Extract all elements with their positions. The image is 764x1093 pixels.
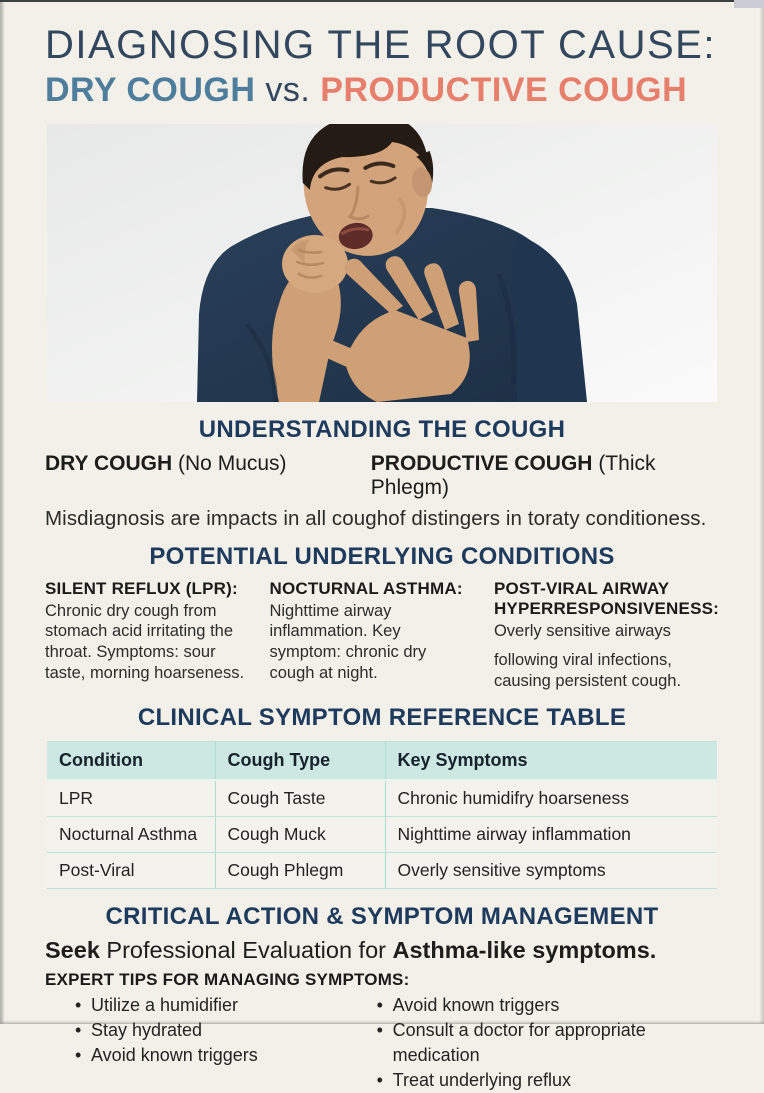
subtitle-dry-cough: DRY COUGH (45, 71, 256, 110)
cough-type-labels (45, 452, 719, 500)
cell-key-symptoms: Chronic humidifry hoarseness (385, 780, 717, 817)
tips-list-left (45, 993, 359, 1069)
fist (282, 235, 348, 293)
condition-title: NOCTURNAL ASTHMA: (269, 578, 463, 598)
scan-edge-artifact (734, 0, 764, 8)
dry-cough-qualifier: (No Mucus) (172, 451, 287, 475)
seek-word: Seek (45, 936, 100, 963)
cell-condition: Nocturnal Asthma (47, 816, 215, 852)
cell-key-symptoms: Nighttime airway inflammation (385, 816, 717, 852)
condition-body-2: following viral infections, causing persistent cough. (493, 651, 682, 691)
condition-card-nocturnal-asthma (269, 579, 468, 692)
tip-item: • Stay hydrated (75, 1018, 359, 1043)
seek-middle: Professional Evaluation for (99, 936, 393, 963)
critical-action-heading: CRITICAL ACTION & SYMPTOM MANAGEMENT (105, 902, 659, 930)
dry-cough-term: DRY COUGH (45, 451, 173, 475)
tip-item: • Avoid known triggers (377, 993, 719, 1018)
conditions-grid (45, 579, 719, 692)
subtitle-vs: vs. (255, 71, 321, 110)
tip-item: • Treat underlying reflux (377, 1068, 719, 1093)
col-header-cough-type: Cough Type (215, 741, 385, 780)
condition-card-lpr (45, 579, 244, 692)
table-row (47, 816, 717, 852)
symptom-reference-table (47, 741, 717, 889)
tip-item: • Avoid known triggers (75, 1043, 359, 1068)
table-row (47, 780, 717, 817)
cell-condition: Post-Viral (47, 852, 215, 888)
tip-item: • Consult a doctor for appropriate medication (377, 1018, 719, 1068)
table-row (47, 852, 717, 888)
productive-cough-qualifier: (Thick Phlegm) (370, 451, 656, 499)
misdiagnosis-note: Misdiagnosis are impacts in all coughof distingers in toraty conditioness. (45, 506, 707, 530)
col-header-key-symptoms: Key Symptoms (385, 741, 717, 780)
condition-title: POST-VIRAL AIRWAY HYPERRESPONSIVENESS: (493, 578, 720, 618)
condition-card-post-viral (494, 579, 719, 692)
conditions-heading: POTENTIAL UNDERLYING CONDITIONS (149, 542, 615, 570)
expert-tips-lists (45, 993, 719, 1093)
asthma-like-symptoms: Asthma-like symptoms. (392, 936, 657, 963)
subtitle-productive-cough: PRODUCTIVE COUGH (320, 71, 688, 110)
tip-item: • Utilize a humidifier (75, 993, 359, 1018)
col-header-condition: Condition (47, 741, 215, 780)
page-title: DIAGNOSING THE ROOT CAUSE: (45, 23, 716, 67)
man-coughing-photo (47, 124, 717, 402)
condition-body: Overly sensitive airways (493, 621, 671, 640)
seek-evaluation-line (45, 937, 719, 964)
condition-title: SILENT REFLUX (LPR): (45, 578, 238, 598)
productive-cough-label (371, 452, 719, 500)
page-subtitle (45, 69, 719, 112)
understanding-heading: UNDERSTANDING THE COUGH (198, 415, 566, 443)
productive-cough-term: PRODUCTIVE COUGH (370, 451, 593, 475)
cell-cough-type: Cough Taste (215, 780, 385, 817)
cell-cough-type: Cough Muck (215, 816, 385, 852)
cell-key-symptoms: Overly sensitive symptoms (385, 852, 717, 888)
dry-cough-label (45, 452, 371, 500)
condition-body: Chronic dry cough from stomach acid irritating the throat. Symptoms: sour taste, morning hoarseness. (45, 601, 245, 682)
table-heading: CLINICAL SYMPTOM REFERENCE TABLE (137, 703, 627, 731)
table-header-row (47, 741, 717, 780)
cell-cough-type: Cough Phlegm (215, 852, 385, 888)
tips-list-right (359, 993, 719, 1093)
cell-condition: LPR (47, 780, 215, 817)
expert-tips-heading: EXPERT TIPS FOR MANAGING SYMPTOMS: (45, 969, 410, 989)
condition-body: Nighttime airway inflammation. Key symptom: chronic dry cough at night. (269, 601, 427, 682)
